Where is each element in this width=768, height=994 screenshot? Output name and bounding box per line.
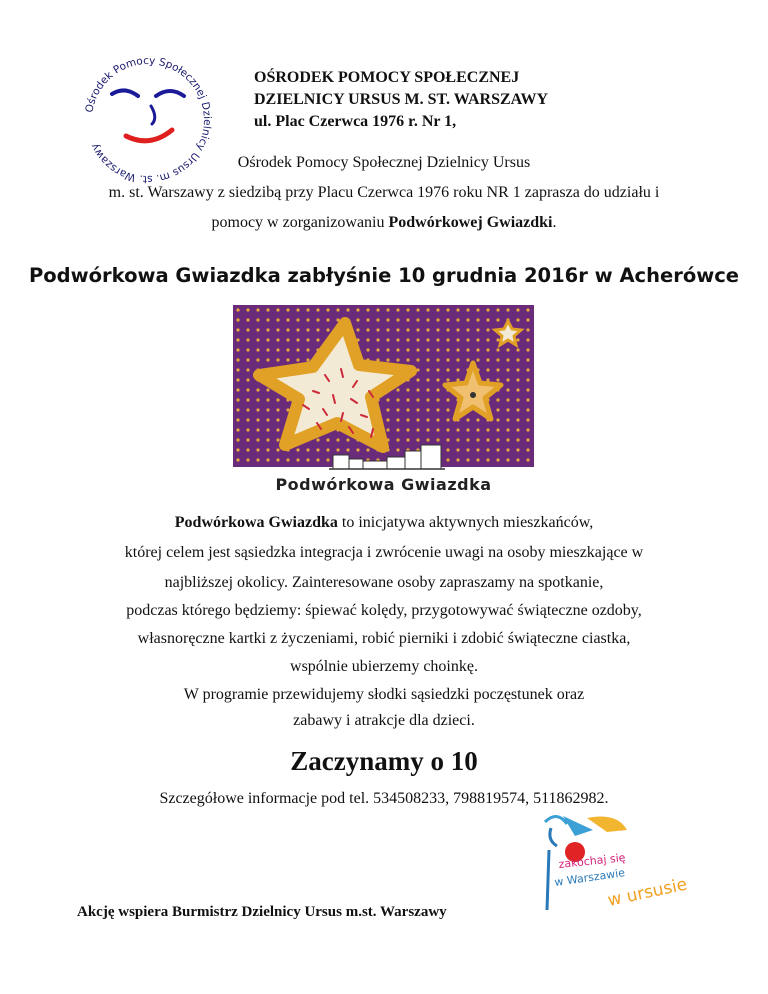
mouth-icon bbox=[126, 130, 172, 141]
zakochaj-sie-w-ursusie-logo bbox=[527, 810, 702, 925]
intro-line3-prefix: pomocy w zorganizowaniu bbox=[211, 214, 389, 231]
logo-ring-text: Ośrodek Pomocy Społecznej Dzielnicy Ursus m. st. Warszawy bbox=[83, 54, 214, 186]
nose-icon bbox=[151, 106, 155, 124]
description-event-name: Podwórkowa Gwiazdka bbox=[174, 514, 338, 531]
svg-text:w ursusie: w ursusie bbox=[605, 874, 690, 911]
podworkowa-gwiazdka-banner bbox=[233, 305, 534, 501]
left-eye-icon bbox=[112, 90, 138, 96]
intro-line3-suffix: . bbox=[552, 214, 557, 231]
description-line3: najbliższej okolicy. Zainteresowane osoby zapraszamy na spotkanie, bbox=[164, 574, 604, 591]
description-line5: własnoręczne kartki z życzeniami, robić pierniki i zdobić świąteczne ciastka, bbox=[137, 630, 631, 647]
description-line1 bbox=[0, 514, 768, 532]
org-name-line2: DZIELNICY URSUS M. ST. WARSZAWY bbox=[254, 91, 548, 108]
intro-line1: Ośrodek Pomocy Społecznej Dzielnicy Ursus bbox=[237, 154, 531, 171]
description-line7: W programie przewidujemy słodki sąsiedzki poczęstunek oraz bbox=[183, 686, 585, 703]
description-line4: podczas którego będziemy: śpiewać kolędy, przygotowywać świąteczne ozdoby, bbox=[126, 602, 642, 619]
description-line2: której celem jest sąsiedzka integracja i zwrócenie uwagi na osoby mieszkające w bbox=[124, 544, 644, 561]
svg-text:zakochaj się: zakochaj się bbox=[557, 851, 627, 871]
description-line6: wspólnie ubierzemy choinkę. bbox=[290, 658, 478, 675]
start-time-heading: Zaczynamy o 10 bbox=[290, 746, 478, 776]
banner-caption: Podwórkowa Gwiazdka bbox=[275, 475, 492, 494]
intro-line2: m. st. Warszawy z siedzibą przy Placu Czerwca 1976 roku NR 1 zaprasza do udziału i bbox=[108, 184, 660, 201]
org-address: ul. Plac Czerwca 1976 r. Nr 1, bbox=[254, 113, 457, 130]
org-name-line1: OŚRODEK POMOCY SPOŁECZNEJ bbox=[254, 69, 520, 86]
description-line8: zabawy i atrakcje dla dzieci. bbox=[293, 712, 475, 729]
intro-event-name: Podwórkowej Gwiazdki bbox=[388, 214, 553, 231]
right-eye-icon bbox=[156, 91, 184, 96]
intro-line3 bbox=[0, 214, 768, 232]
description-line1-rest: to inicjatywa aktywnych mieszkańców, bbox=[337, 514, 594, 531]
event-headline: Podwórkowa Gwiazdka zabłyśnie 10 grudnia 2016r w Acherówce bbox=[28, 264, 740, 287]
contact-info: Szczegółowe informacje pod tel. 534508233, 798819574, 511862982. bbox=[159, 790, 609, 807]
sponsor-note: Akcję wspiera Burmistrz Dzielnicy Ursus m.st. Warszawy bbox=[77, 904, 447, 920]
svg-text:w Warszawie: w Warszawie bbox=[553, 866, 626, 889]
